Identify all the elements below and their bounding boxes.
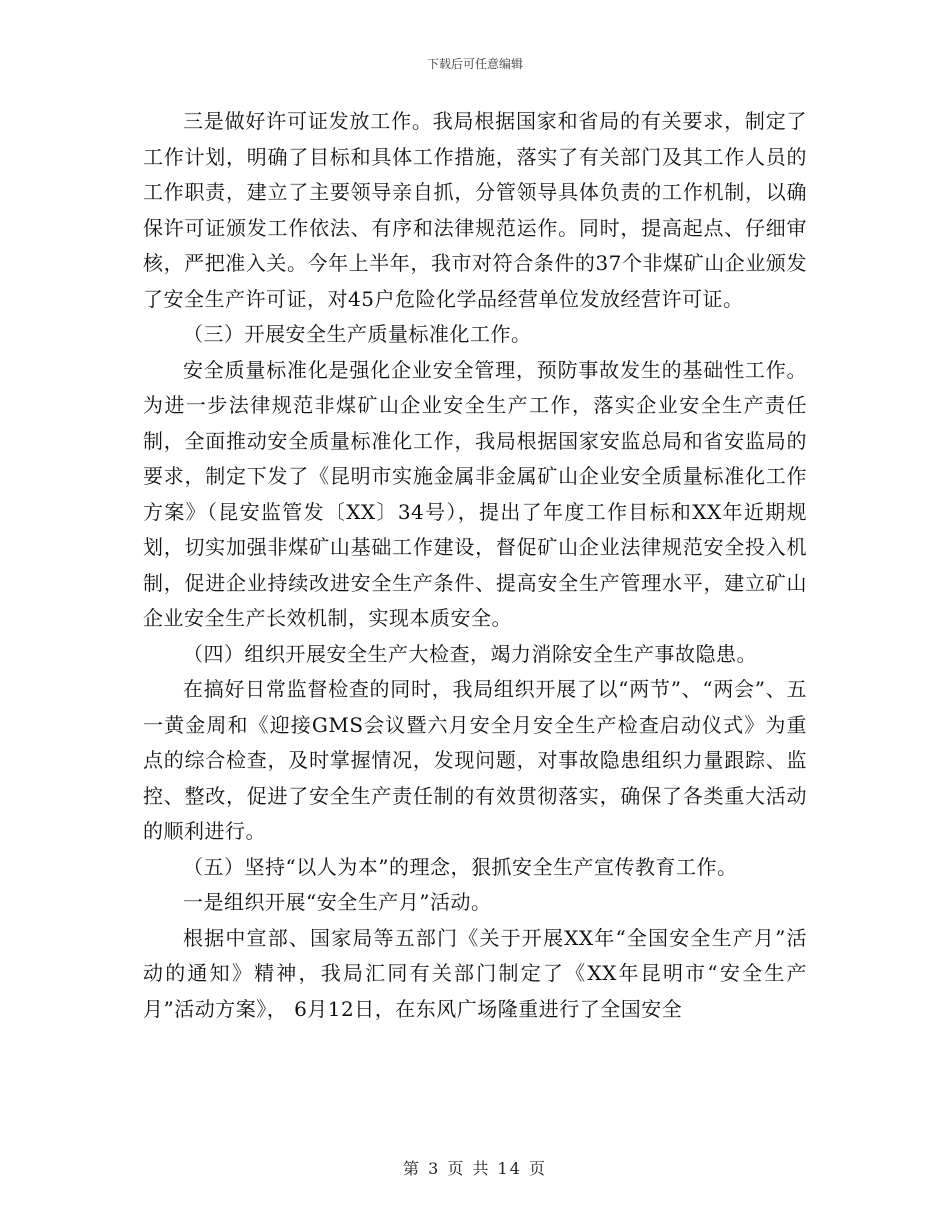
- paragraph-standardization: 安全质量标准化是强化企业安全管理，预防事故发生的基础性工作。为进一步法律规范非煤矿山企业安全生产工作，落实企业安全生产责任制，全面推动安全质量标准化工作，我局根据国家安监总局和省安监局的要求，制定下发了《昆明市实施金属非金属矿山企业安全质量标准化工作方案》（昆安监管发〔XX〕34号），提出了年度工作目标和XX年近期规划，切实加强非煤矿山基础工作建设，督促矿山企业法律规范安全投入机制，促进企业持续改进安全生产条件、提高安全生产管理水平，建立矿山企业安全生产长效机制，实现本质安全。: [143, 357, 807, 630]
- page-header: 下载后可任意编辑: [426, 57, 523, 71]
- subheading-safety-month: 一是组织开展“安全生产月”活动。: [183, 890, 492, 914]
- paragraph-inspection: 在搞好日常监督检查的同时，我局组织开展了以“两节”、“两会”、五一黄金周和《迎接GMS会议暨六月安全月安全生产检查启动仪式》为重点的综合检查，及时掌握情况，发现问题，对事故隐患组织力量跟踪、监控、整改，促进了安全生产责任制的有效贯彻落实，确保了各类重大活动的顺利进行。: [143, 677, 807, 843]
- paragraph-safety-month: 根据中宣部、国家局等五部门《关于开展XX年“全国安全生产月”活动的通知》精神，我局汇同有关部门制定了《XX年昆明市“安全生产月”活动方案》， 6月12日，在东风广场隆重进行了全国安全: [143, 925, 807, 1021]
- paragraph-license-issuance: 三是做好许可证发放工作。我局根据国家和省局的有关要求，制定了工作计划，明确了目标和具体工作措施，落实了有关部门及其工作人员的工作职责，建立了主要领导亲自抓，分管领导具体负责的工作机制，以确保许可证颁发工作依法、有序和法律规范运作。同时，提高起点、仔细审核，严把准入关。今年上半年，我市对符合条件的37个非煤矿山企业颁发了安全生产许可证，对45户危险化学品经营单位发放经营许可证。: [143, 109, 807, 311]
- heading-section-three: （三）开展安全生产质量标准化工作。: [183, 322, 532, 346]
- document-body: [143, 104, 807, 1027]
- heading-section-five: （五）坚持“以人为本”的理念，狠抓安全生产宣传教育工作。: [183, 854, 738, 879]
- page-footer: 第 3 页 共 14 页: [403, 1159, 547, 1178]
- heading-section-four: （四）组织开展安全生产大检查，竭力消除安全生产事故隐患。: [183, 641, 757, 666]
